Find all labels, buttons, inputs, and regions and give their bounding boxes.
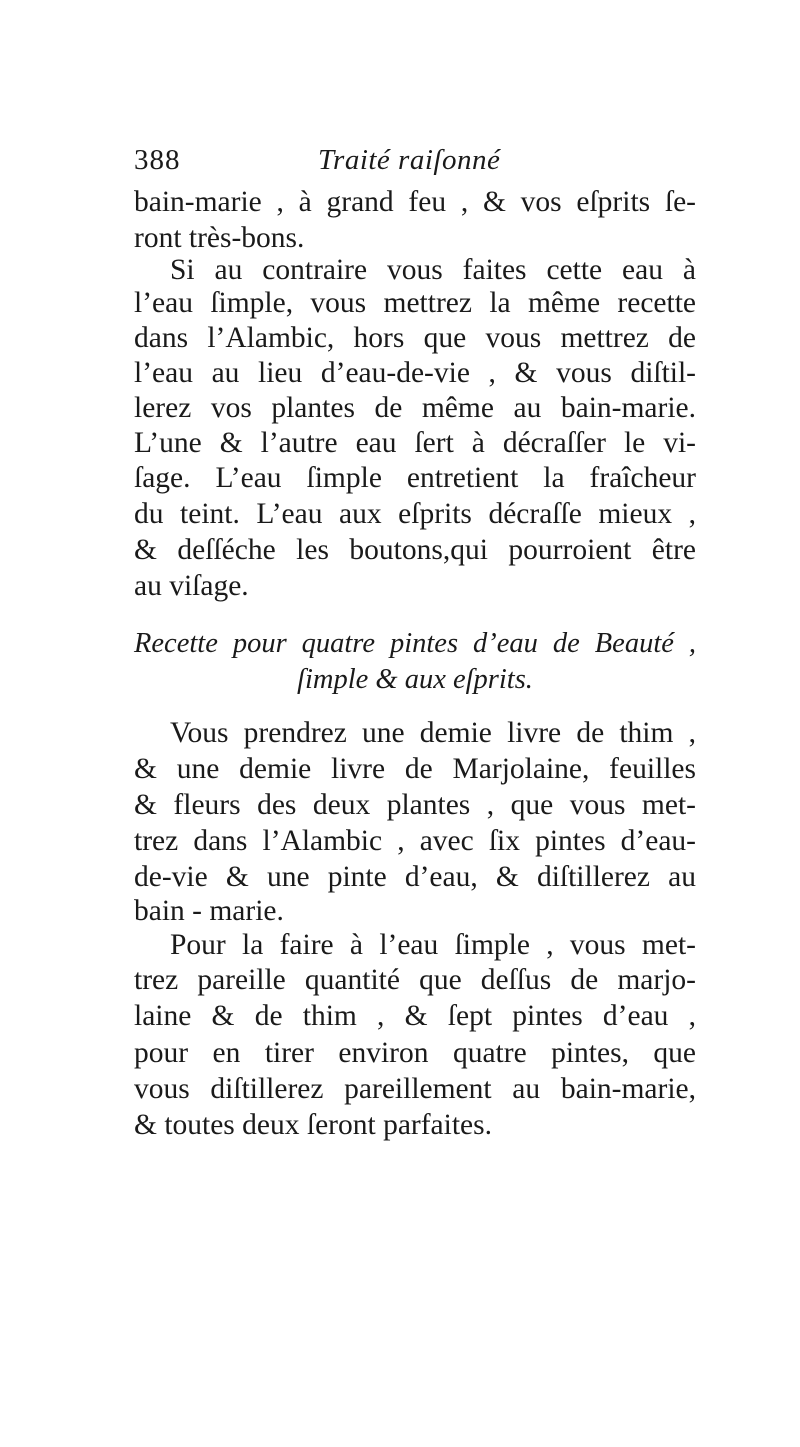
- text-line: L’une & l’autre eau ſert à décraſſer le vi-: [134, 427, 696, 459]
- text-line: trez dans l’Alambic , avec ſix pintes d’eau-: [134, 825, 696, 857]
- text-line: laine & de thim , & ſept pintes d’eau ,: [134, 1000, 696, 1032]
- page-header: [134, 140, 704, 180]
- text-line: ſage. L’eau ſimple entretient la fraîcheur: [134, 462, 696, 494]
- text-line: lerez vos plantes de même au bain-marie.: [134, 392, 696, 424]
- text-line: Pour la faire à l’eau ſimple , vous met-: [170, 929, 696, 961]
- text-line: & toutes deux ſeront parfaites.: [134, 1109, 492, 1141]
- text-line: & fleurs des deux plantes , que vous met-: [134, 789, 696, 821]
- section-heading: Recette pour quatre pintes d’eau de Beauté ,: [134, 628, 696, 659]
- text-line: pour en tirer environ quatre pintes, que: [134, 1037, 696, 1069]
- text-line: vous diſtillerez pareillement au bain-marie,: [134, 1073, 696, 1105]
- text-line: dans l’Alambic, hors que vous mettrez de: [134, 322, 696, 354]
- text-line: l’eau au lieu d’eau-de-vie , & vous diſtil-: [134, 357, 696, 389]
- text-line: & une demie livre de Marjolaine, feuilles: [134, 753, 696, 785]
- text-line: Vous prendrez une demie livre de thim ,: [170, 717, 696, 749]
- text-line: ront très-bons.: [134, 222, 305, 254]
- text-line: bain-marie , à grand feu , & vos eſprits ſe-: [134, 186, 696, 218]
- text-line: l’eau ſimple, vous mettrez la même recette: [134, 287, 696, 319]
- page-number: 388: [134, 144, 181, 176]
- text-line: de-vie & une pinte d’eau, & diſtillerez au: [134, 861, 696, 893]
- text-line: trez pareille quantité que deſſus de marjo-: [134, 964, 696, 996]
- text-line: Si au contraire vous faites cette eau à: [170, 254, 696, 286]
- section-subheading: ſimple & aux eſprits.: [297, 664, 533, 695]
- text-line: au viſage.: [134, 570, 249, 602]
- text-line: & deſſéche les boutons,qui pourroient être: [134, 534, 696, 566]
- text-line: bain - marie.: [134, 895, 284, 927]
- running-title: Traité raiſonné: [318, 144, 501, 176]
- text-line: du teint. L’eau aux eſprits décraſſe mieux ,: [134, 498, 696, 530]
